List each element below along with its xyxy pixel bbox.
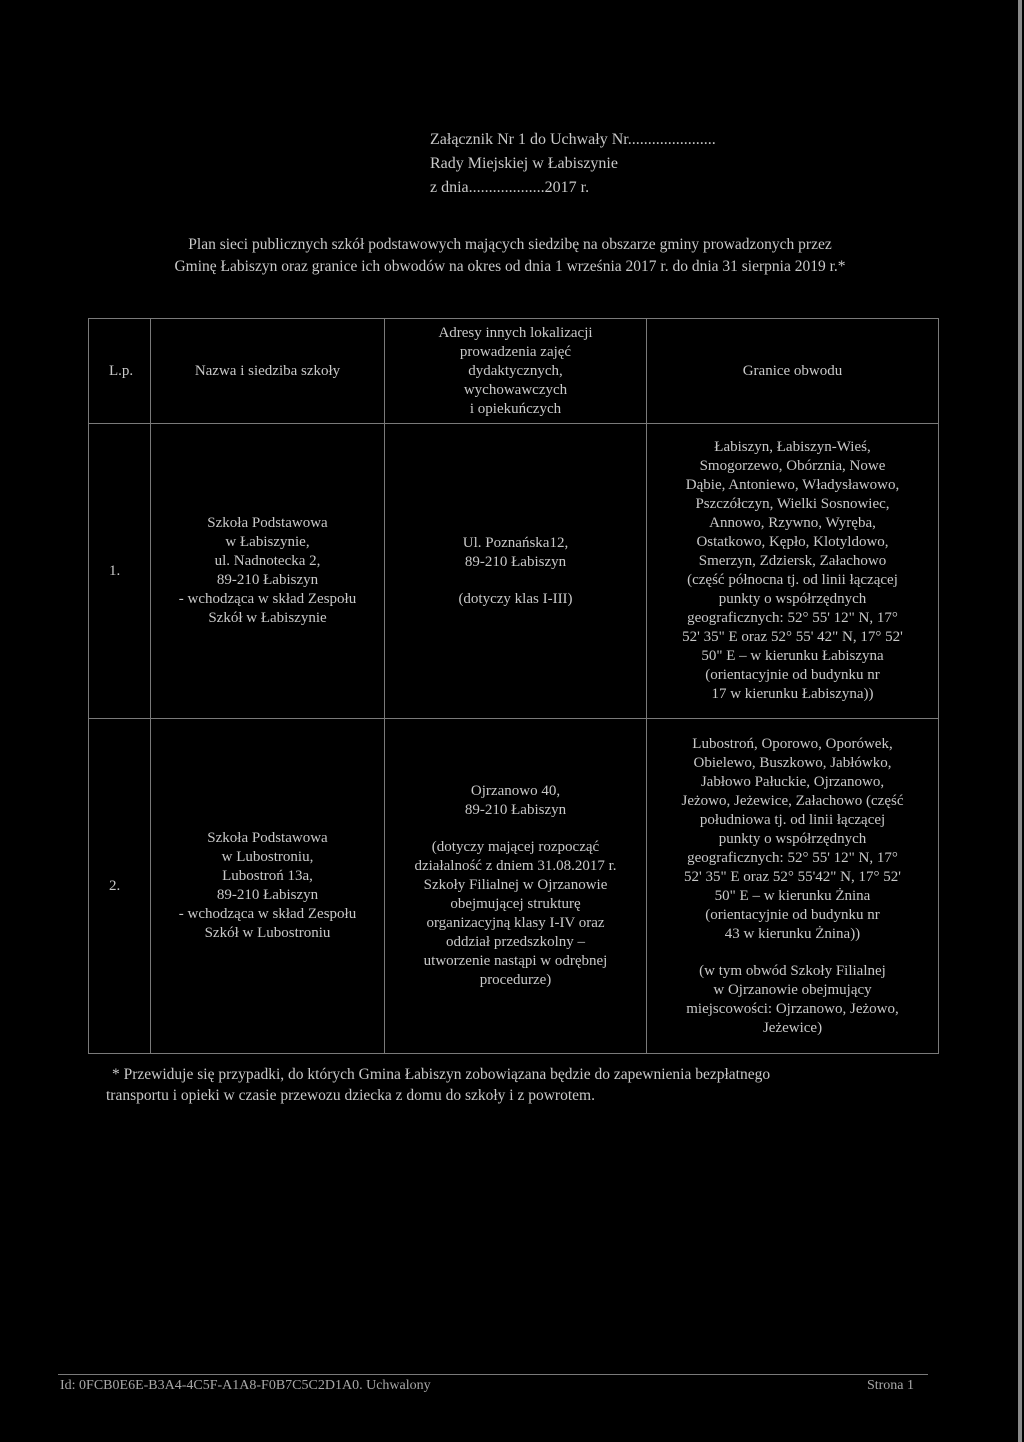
table-header-row [89,319,939,424]
row-addresses: Ul. Poznańska12, 89-210 Łabiszyn (dotyczy klas I-III) [385,424,647,719]
footer-page-number: Strona 1 [866,1378,914,1393]
header-name: Nazwa i siedziba szkoły [151,319,385,424]
header-line-1: Załącznik Nr 1 do Uchwały Nr...................... [430,131,716,148]
header-lp: L.p. [89,319,151,424]
row-bounds: Lubostroń, Oporowo, Oporówek, Obielewo, Buszkowo, Jabłówko, Jabłowo Pałuckie, Ojrzanowo, Jeżowo, Jeżewice, Załachowo (część południowa tj. od linii łączącej punkty o współrzędnych geograficznych: 52° 55' 12" N, 17° 52' 35" E oraz 52° 55'42" N, 17° 52' 50" E – w kierunku Żnina (orientacyjnie od budynku nr 43 w kierunku Żnina)) (w tym obwód Szkoły Filialnej w Ojrzanowie obejmujący miejscowości: Ojrzanowo, Jeżowo, Jeżewice) [647,719,939,1054]
footnote-line-2: transportu i opieki w czasie przewozu dziecka z domu do szkoły i z powrotem. [106,1087,595,1104]
schools-table [88,318,939,1054]
row-lp: 1. [89,424,151,719]
row-bounds: Łabiszyn, Łabiszyn-Wieś, Smogorzewo, Obórznia, Nowe Dąbie, Antoniewo, Władysławowo, Pszczółczyn, Wielki Sosnowiec, Annowo, Rzywno, Wyręba, Ostatkowo, Kępło, Klotyldowo, Smerzyn, Zdziersk, Załachowo (część północna tj. od linii łączącej punkty o współrzędnych geograficznych: 52° 55' 12" N, 17° 52' 35" E oraz 52° 55' 42" N, 17° 52' 50" E – w kierunku Łabiszyna (orientacyjnie od budynku nr 17 w kierunku Łabiszyna)) [647,424,939,719]
title-line-1: Plan sieci publicznych szkół podstawowych mających siedzibę na obszarze gminy prowadzonych przez [188,236,832,253]
table-row [89,719,939,1054]
header-bounds: Granice obwodu [647,319,939,424]
scan-edge [1018,0,1022,1442]
row-addresses: Ojrzanowo 40, 89-210 Łabiszyn (dotyczy mającej rozpocząć działalność z dniem 31.08.2017 r. Szkoły Filialnej w Ojrzanowie obejmującej strukturę organizacyjną klasy I-IV oraz oddział przedszkolny – utworzenie nastąpi w odrębnej procedurze) [385,719,647,1054]
footer-document-id: Id: 0FCB0E6E-B3A4-4C5F-A1A8-F0B7C5C2D1A0. Uchwalony [60,1378,431,1393]
header-addresses: Adresy innych lokalizacji prowadzenia zajęć dydaktycznych, wychowawczych i opiekuńczych [385,319,647,424]
header-line-3: z dnia...................2017 r. [430,179,590,196]
header-line-2: Rady Miejskiej w Łabiszynie [430,155,618,172]
row-lp: 2. [89,719,151,1054]
title-line-2: Gminę Łabiszyn oraz granice ich obwodów na okres od dnia 1 września 2017 r. do dnia 31 sierpnia 2019 r.* [174,258,846,275]
row-school-name: Szkoła Podstawowa w Lubostroniu, Lubostroń 13a, 89-210 Łabiszyn - wchodząca w skład Zespołu Szkół w Lubostroniu [151,719,385,1054]
footnote [106,1064,942,1106]
row-school-name: Szkoła Podstawowa w Łabiszynie, ul. Nadnotecka 2, 89-210 Łabiszyn - wchodząca w skład Zespołu Szkół w Łabiszynie [151,424,385,719]
table-row [89,424,939,719]
document-title [60,234,960,278]
footnote-line-1: * Przewiduje się przypadki, do których Gmina Łabiszyn zobowiązana będzie do zapewnienia bezpłatnego [112,1066,771,1083]
attachment-header [430,128,890,200]
footer-divider [58,1374,928,1375]
